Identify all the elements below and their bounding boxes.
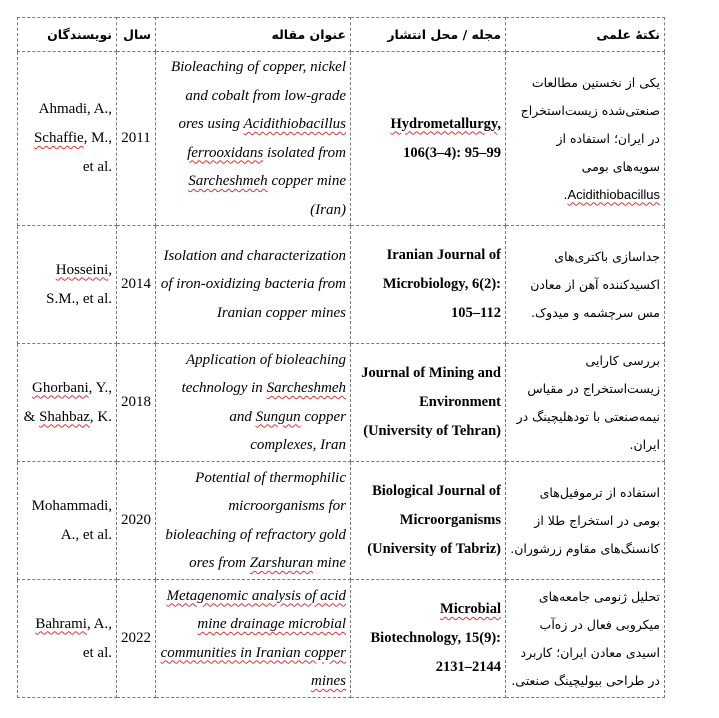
- cell-title: [156, 52, 351, 226]
- spellcheck-word: Acidithiobacillus: [567, 186, 660, 202]
- spellcheck-word: Bahrami: [35, 615, 87, 632]
- cell-journal: [351, 580, 506, 698]
- text-run: copper mine (Iran): [267, 173, 346, 218]
- header-authors: نویسندگان: [18, 18, 117, 52]
- text-run: and: [229, 408, 256, 425]
- text-run: , Y., &: [23, 379, 112, 425]
- cell-title: [156, 226, 351, 344]
- header-note: نکتهٔ علمی: [506, 18, 665, 52]
- cell-authors: [18, 462, 117, 580]
- cell-year: 2014: [117, 226, 156, 344]
- cell-authors: [18, 226, 117, 344]
- text-run: Journal of Mining and Environment (University of Tehran): [361, 365, 501, 439]
- text-run: Biotechnology, 15(9): 2131–2144: [370, 630, 501, 675]
- header-row: [18, 18, 665, 52]
- cell-authors: [18, 344, 117, 462]
- cell-journal: [351, 226, 506, 344]
- text-run: جداسازی باکتری‌های اکسیدکننده آهن از معادن مس سرچشمه و میدوک.: [530, 248, 660, 320]
- spellcheck-word: Shahbaz: [39, 408, 90, 425]
- cell-title: [156, 344, 351, 462]
- spellcheck-word: Microbial: [440, 601, 501, 617]
- spellcheck-word: Sungun: [255, 408, 301, 425]
- cell-note: [506, 52, 665, 226]
- table-row: [18, 462, 665, 580]
- cell-authors: [18, 580, 117, 698]
- spellcheck-word: Sarcheshmeh: [266, 380, 346, 396]
- text-run: , K.: [89, 408, 112, 425]
- spellcheck-word: Acidithiobacillus: [243, 116, 346, 132]
- cell-journal: [351, 52, 506, 226]
- cell-note: [506, 226, 665, 344]
- cell-year: 2022: [117, 580, 156, 698]
- header-title: عنوان مقاله: [156, 18, 351, 52]
- cell-journal: [351, 462, 506, 580]
- spellcheck-word: Hosseini: [55, 261, 109, 278]
- table-row: [18, 344, 665, 462]
- text-run: Biological Journal of Microorganisms (University of Tabriz): [367, 483, 501, 557]
- spellcheck-word: Ghorbani: [32, 379, 89, 396]
- cell-year: 2020: [117, 462, 156, 580]
- spellcheck-word: Metagenomic analysis of acid mine drainage microbial communities in Iranian copper mines: [160, 587, 346, 689]
- spellcheck-word: Zarshuran: [249, 555, 314, 571]
- text-run: Isolation and characterization of iron-oxidizing bacteria from Iranian copper mines: [160, 247, 346, 321]
- cell-title: [156, 580, 351, 698]
- text-run: یکی از نخستین مطالعات صنعتی‌شده زیست‌استخراج در ایران؛ استفاده از سویه‌های بومی: [520, 74, 660, 174]
- table-row: [18, 226, 665, 344]
- text-run: copper complexes, Iran: [250, 408, 346, 453]
- text-run: Ahmadi, A.,: [38, 101, 112, 117]
- text-run: , M., et al.: [82, 130, 112, 175]
- text-run: Mohammadi, A., et al.: [31, 497, 112, 543]
- text-run: Potential of thermophilic microorganisms for bioleaching of refractory gold ores from: [165, 469, 346, 571]
- text-run: .: [563, 186, 568, 202]
- text-run: تحلیل ژنومی جامعه‌های میکروبی فعال در زه‌آب اسیدی معادن ایران؛ کاربرد در طراحی بیولیچینگ صنعتی.: [511, 588, 660, 688]
- spellcheck-word: Sarcheshmeh: [188, 173, 268, 189]
- text-run: mine: [313, 555, 346, 571]
- text-run: , 106(3–4): 95–99: [403, 115, 501, 161]
- text-run: بررسی کارایی زیست‌استخراج در مقیاس نیمه‌صنعتی با تودهلیچینگ در ایران.: [516, 352, 660, 452]
- text-run: , S.M., et al.: [46, 261, 112, 307]
- spellcheck-word: ferrooxidans: [187, 144, 264, 161]
- text-run: Bioleaching of copper, nickel and cobalt from low-grade ores using: [171, 59, 346, 132]
- cell-note: [506, 462, 665, 580]
- cell-year: 2018: [117, 344, 156, 462]
- spellcheck-word: Hydrometallurgy: [390, 115, 498, 132]
- spellcheck-word: Schaffie: [33, 130, 84, 146]
- header-year: سال: [117, 18, 156, 52]
- text-run: Iranian Journal of Microbiology, 6(2): 105–112: [382, 247, 501, 321]
- cell-journal: [351, 344, 506, 462]
- cell-title: [156, 462, 351, 580]
- references-table: [17, 17, 665, 698]
- table-row: [18, 52, 665, 226]
- text-run: , A., et al.: [82, 615, 112, 661]
- text-run: isolated from: [263, 144, 346, 161]
- cell-note: [506, 580, 665, 698]
- cell-year: 2011: [117, 52, 156, 226]
- table-row: [18, 580, 665, 698]
- header-journal: مجله / محل انتشار: [351, 18, 506, 52]
- text-run: Application of bioleaching technology in: [181, 351, 346, 396]
- cell-note: [506, 344, 665, 462]
- cell-authors: [18, 52, 117, 226]
- text-run: استفاده از ترموفیل‌های بومی در استخراج طلا از کانسنگ‌های مقاوم زرشوران.: [510, 484, 660, 556]
